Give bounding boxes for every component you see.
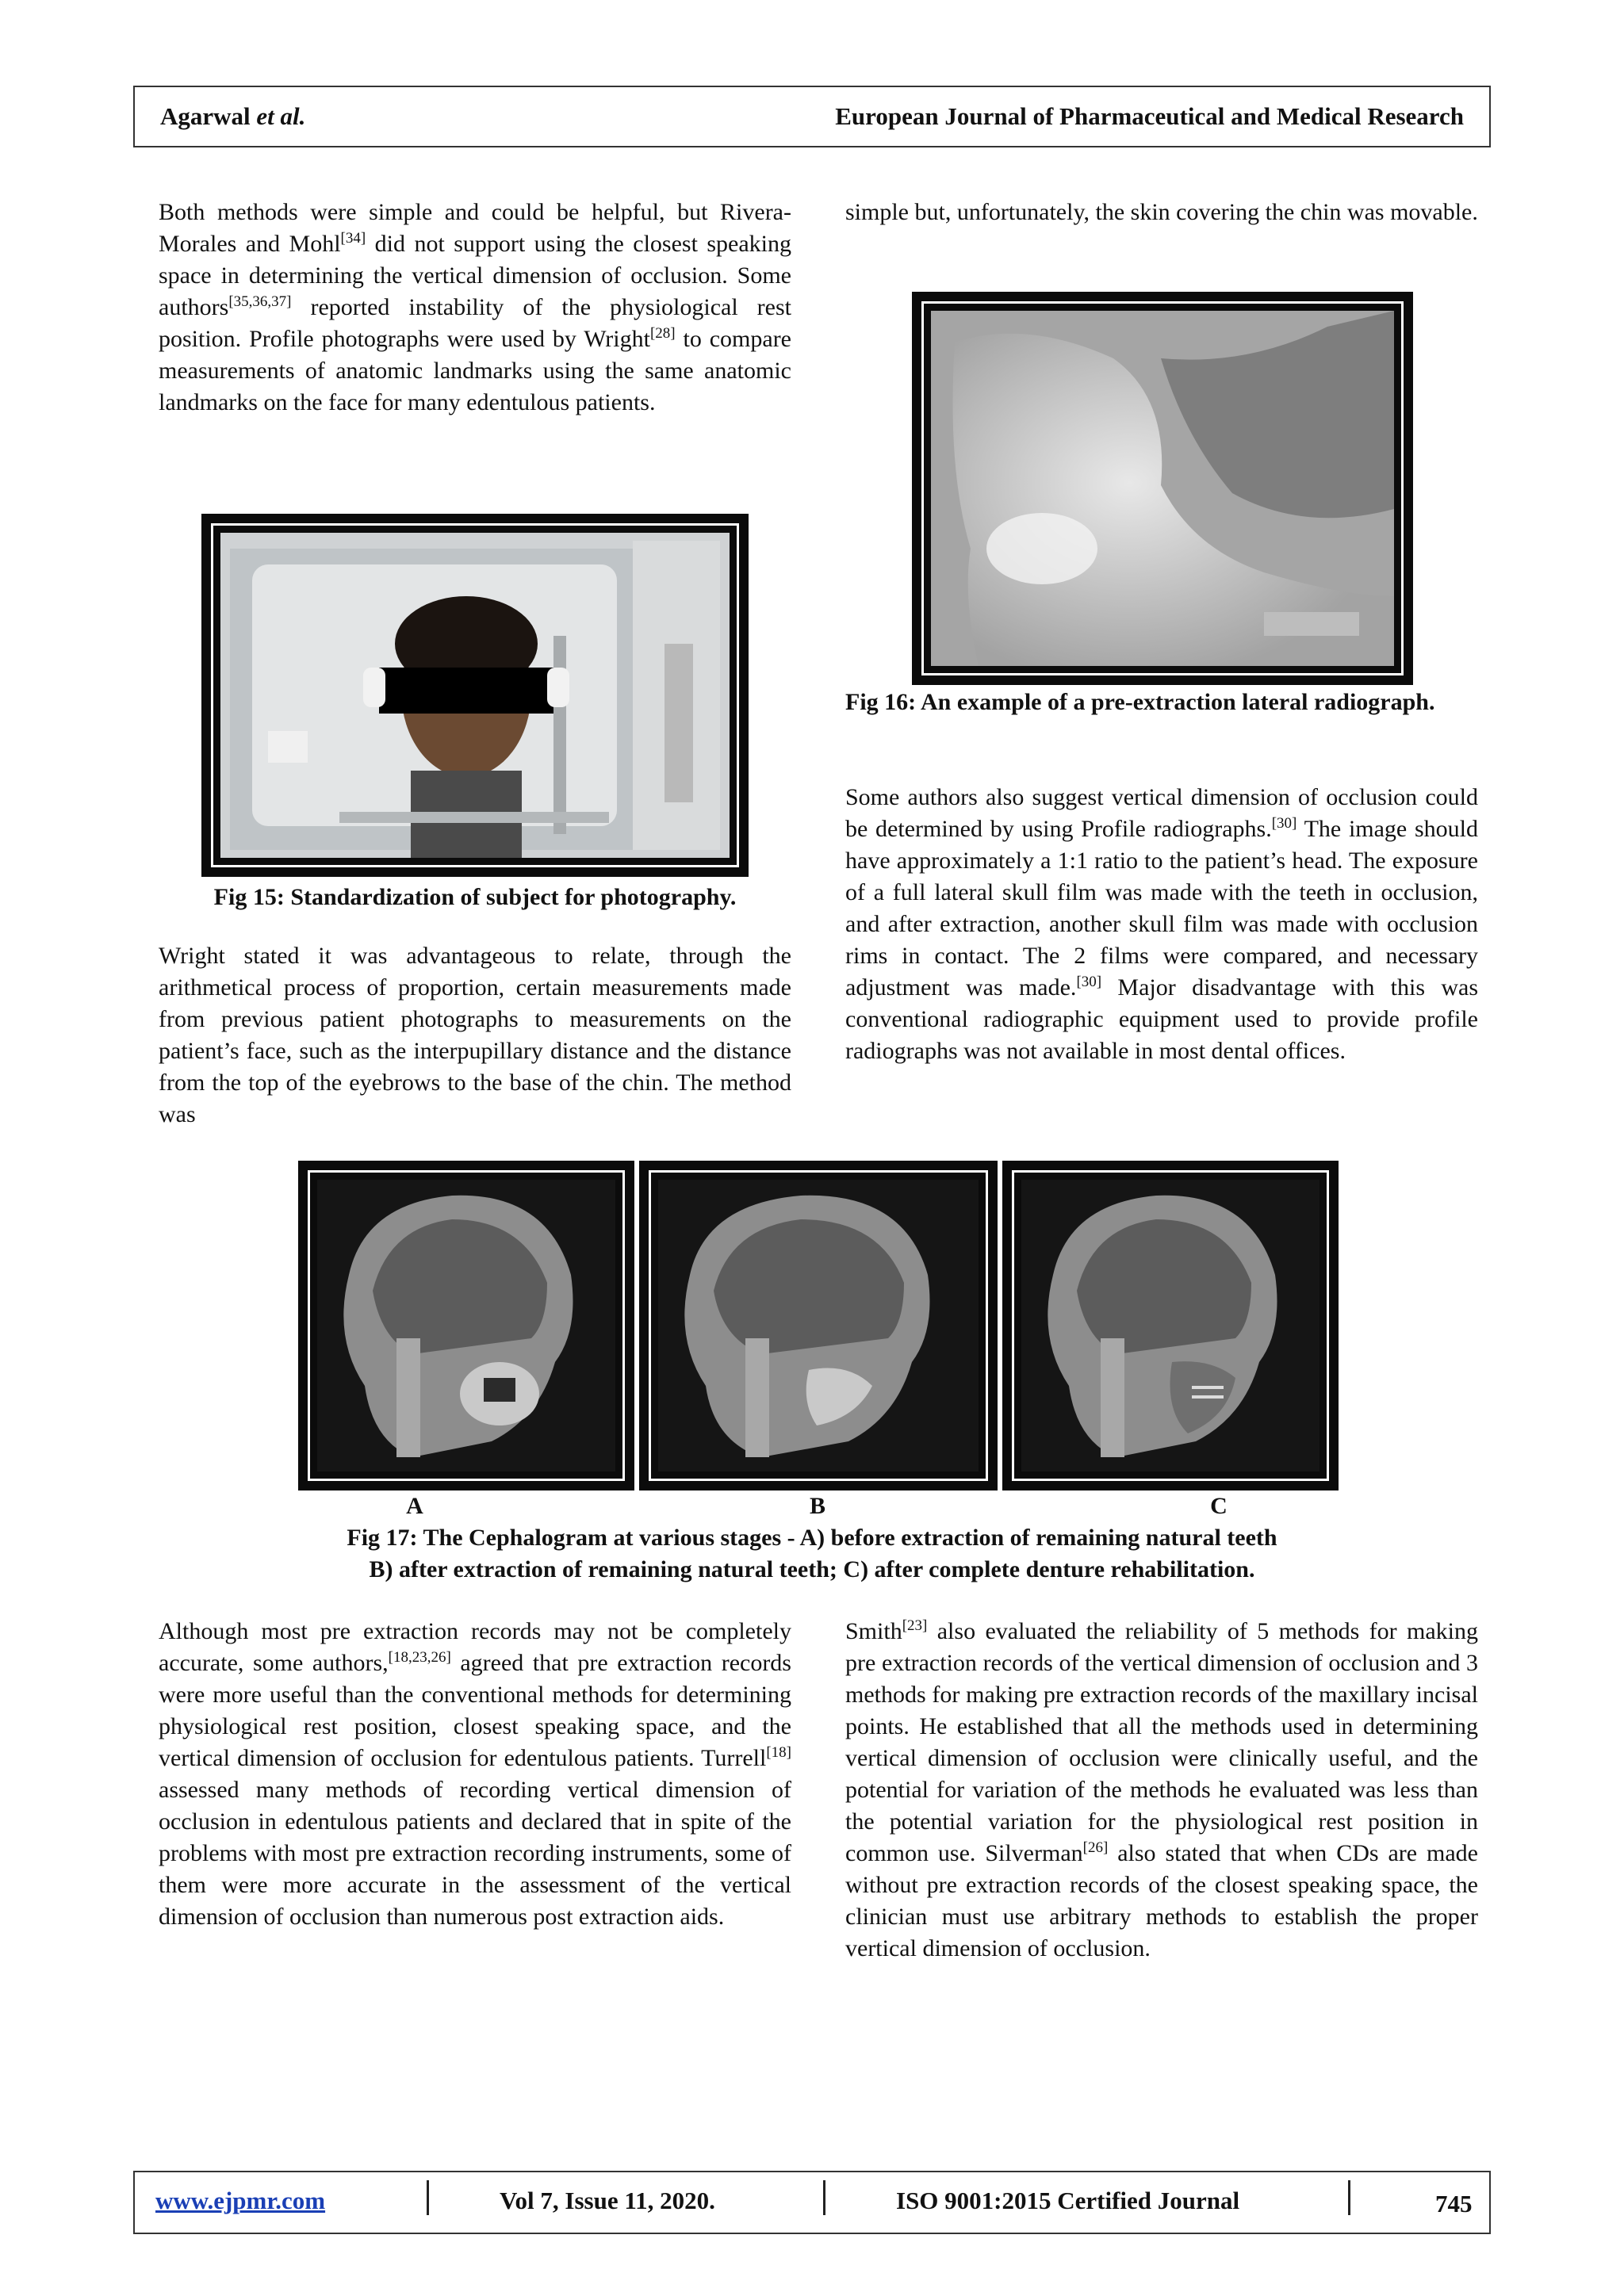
- left-column-middle: [159, 940, 791, 1162]
- page-footer: [133, 2171, 1491, 2234]
- citation: [26]: [1082, 1839, 1109, 1856]
- header-etal: et al.: [256, 102, 306, 130]
- paragraph: Some authors also suggest vertical dimension of occlusion could be determined by using Profile radiographs.[30] The image should have approximately a 1:1 ratio to the patient’s head. The exposure of a full lateral skull film was made with the teeth in occlusion, and after extraction, another skull film was made with occlusion rims in contact. The 2 films were compared, and necessary adjustment was made.[30] Major disadvantage with this was conventional radiographic equipment used to provide profile radiographs was not available in most dental offices.: [845, 784, 1478, 1064]
- paragraph: Smith[23] also evaluated the reliability of 5 methods for making pre extraction records of the vertical dimension of occlusion and 3 methods for making pre extraction records of the maxillary incisal points. He established that all the methods used in determining vertical dimension of occlusion were clinically useful, and the potential for variation of the methods he evaluated was less than the potential variation for the physiological rest position in common use. Silverman[26] also stated that when CDs are made without pre extraction records of the closest speaking space, the clinician must use arbitrary methods to establish the proper vertical dimension of occlusion.: [845, 1617, 1478, 1961]
- fig16-caption: Fig 16: An example of a pre-extraction lateral radiograph.: [845, 689, 1435, 715]
- footer-volume: Vol 7, Issue 11, 2020.: [500, 2187, 715, 2214]
- header-journal: European Journal of Pharmaceutical and Medical Research: [835, 102, 1464, 130]
- footer-divider: [1348, 2180, 1350, 2215]
- paragraph: Both methods were simple and could be helpful, but Rivera-Morales and Mohl[34] did not support using the closest speaking space in determining the vertical dimension of occlusion. Some authors[35,36,37] reported instability of the physiological rest position. Profile photographs were used by Wright[28] to compare measurements of anatomic landmarks using the same anatomic landmarks on the face for many edentulous patients.: [159, 199, 792, 415]
- fig17-panel-b: [639, 1161, 998, 1490]
- citation: [23]: [902, 1617, 928, 1634]
- fig17-caption-line2: B) after extraction of remaining natural teeth; C) after complete denture rehabilitation.: [369, 1556, 1255, 1582]
- paragraph: simple but, unfortunately, the skin covering the chin was movable.: [845, 199, 1478, 225]
- right-column-middle: [845, 782, 1478, 1099]
- fig17-label-b: B: [809, 1493, 825, 1519]
- citation: [28]: [649, 325, 676, 342]
- footer-certification: ISO 9001:2015 Certified Journal: [896, 2187, 1240, 2214]
- citation: [35,36,37]: [228, 293, 292, 310]
- paragraph: Although most pre extraction records may not be completely accurate, some authors,[18,23,26] agreed that pre extraction records were more useful than the conventional methods for determining physiological rest position, closest speaking space, and the vertical dimension of occlusion for edentulous patients. Turrell[18] assessed many methods of recording vertical dimension of occlusion in edentulous patients and declared that in spite of the problems with most pre extraction recording instruments, some of them were more accurate in the assessment of the vertical dimension of occlusion than numerous post extraction aids.: [159, 1618, 791, 1930]
- citation: [18]: [766, 1744, 791, 1761]
- footer-divider: [427, 2180, 429, 2215]
- fig15-caption: Fig 15: Standardization of subject for photography.: [213, 884, 737, 910]
- running-header: [133, 86, 1491, 147]
- citation: [30]: [1271, 815, 1297, 832]
- page-number: 745: [1435, 2190, 1473, 2218]
- footer-divider: [823, 2180, 825, 2215]
- fig16-radiograph: [912, 292, 1413, 685]
- header-authors: Agarwal et al.: [160, 102, 306, 130]
- fig17-label-c: C: [1210, 1493, 1228, 1519]
- citation: [30]: [1076, 974, 1102, 990]
- fig15-photo: [201, 514, 749, 877]
- paragraph: Wright stated it was advantageous to relate, through the arithmetical process of proportion, certain measurements made from previous patient photographs to measurements on the patient’s face, such as the interpupillary distance and the distance from the top of the eyebrows to the base of the chin. The method was: [159, 943, 791, 1127]
- fig17-panel-a: [298, 1161, 634, 1490]
- citation: [18,23,26]: [388, 1649, 451, 1666]
- right-column-bottom: [845, 1616, 1478, 1996]
- website-link[interactable]: www.ejpmr.com: [155, 2187, 326, 2214]
- fig17-label-a: A: [406, 1493, 423, 1519]
- left-column-bottom: [159, 1616, 791, 1965]
- right-column-top: [845, 197, 1478, 260]
- fig17-caption-line1: Fig 17: The Cephalogram at various stages - A) before extraction of remaining natural teeth: [347, 1525, 1277, 1551]
- fig17-panel-c: [1002, 1161, 1339, 1490]
- citation: [34]: [340, 230, 366, 247]
- left-column-top: [159, 197, 791, 450]
